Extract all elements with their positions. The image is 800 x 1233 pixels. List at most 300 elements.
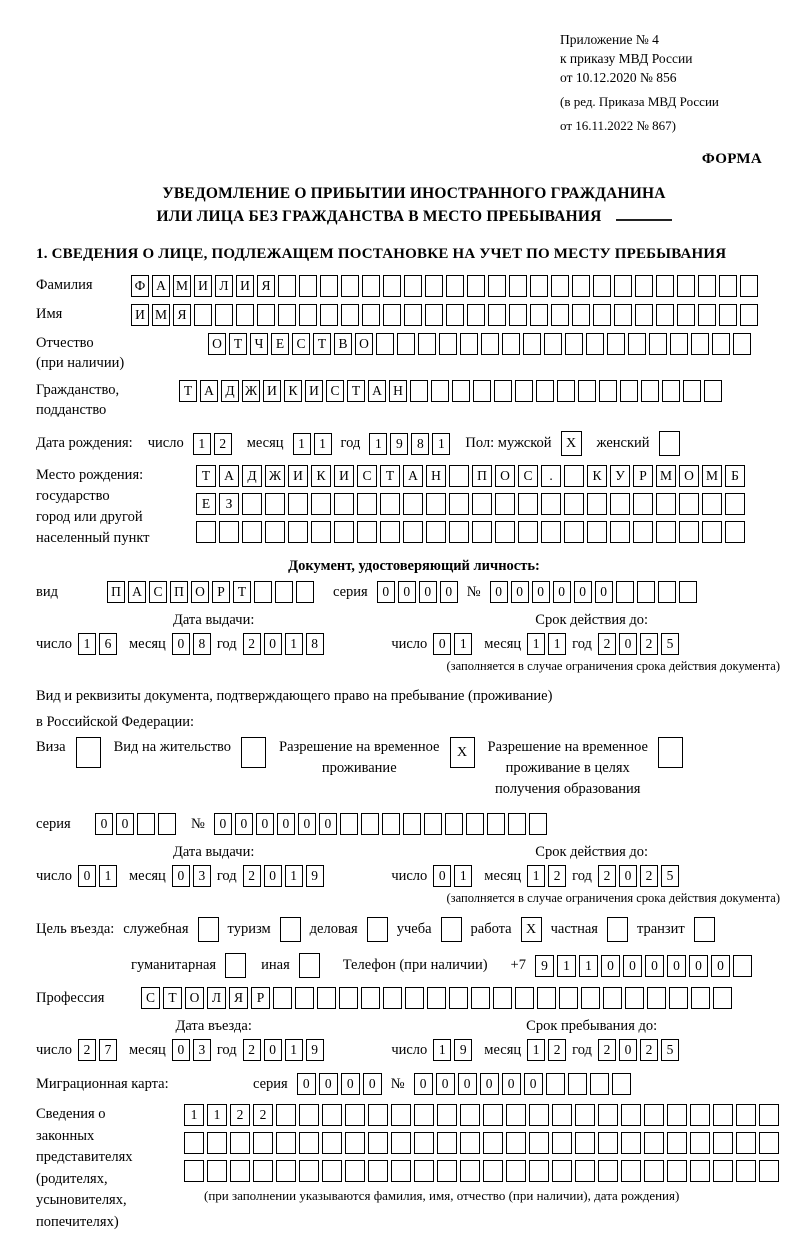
char-cell[interactable]: 2 [598, 1039, 616, 1061]
char-cell[interactable] [460, 333, 478, 355]
temp-residence-checkbox[interactable]: X [450, 737, 475, 768]
purpose-humanitarian-checkbox[interactable] [225, 953, 246, 978]
char-cell[interactable] [494, 380, 512, 402]
char-cell[interactable] [230, 1132, 250, 1154]
char-cell[interactable]: Т [196, 465, 216, 487]
char-cell[interactable] [612, 1073, 631, 1095]
char-cell[interactable] [633, 493, 653, 515]
char-cell[interactable] [621, 1132, 641, 1154]
char-cell[interactable] [552, 1132, 572, 1154]
char-cell[interactable] [317, 987, 336, 1009]
char-cell[interactable]: И [263, 380, 281, 402]
char-cell[interactable]: 0 [458, 1073, 477, 1095]
char-cell[interactable] [546, 1073, 565, 1095]
char-cell[interactable] [691, 333, 709, 355]
char-cell[interactable]: Л [215, 275, 233, 297]
char-cell[interactable]: Ж [265, 465, 285, 487]
char-cell[interactable]: О [185, 987, 204, 1009]
char-cell[interactable]: 2 [230, 1104, 250, 1126]
char-cell[interactable] [614, 304, 632, 326]
char-cell[interactable] [253, 1160, 273, 1182]
char-cell[interactable] [253, 1132, 273, 1154]
char-cell[interactable] [667, 1104, 687, 1126]
char-cell[interactable] [276, 1104, 296, 1126]
char-cell[interactable] [658, 581, 676, 603]
char-cell[interactable]: 0 [256, 813, 274, 835]
char-cell[interactable] [669, 987, 688, 1009]
char-cell[interactable]: О [495, 465, 515, 487]
char-cell[interactable]: 2 [243, 865, 261, 887]
char-cell[interactable] [621, 1160, 641, 1182]
char-cell[interactable] [759, 1104, 779, 1126]
char-cell[interactable]: 0 [667, 955, 686, 977]
char-cell[interactable] [299, 304, 317, 326]
char-cell[interactable]: 2 [598, 865, 616, 887]
char-cell[interactable] [670, 333, 688, 355]
char-cell[interactable] [472, 493, 492, 515]
char-cell[interactable] [320, 275, 338, 297]
char-cell[interactable]: 1 [369, 433, 387, 455]
char-cell[interactable]: 0 [619, 633, 637, 655]
char-cell[interactable]: 1 [454, 633, 472, 655]
char-cell[interactable] [712, 333, 730, 355]
char-cell[interactable] [426, 521, 446, 543]
char-cell[interactable]: Т [233, 581, 251, 603]
char-cell[interactable] [219, 521, 239, 543]
purpose-work-checkbox[interactable]: X [521, 917, 542, 942]
char-cell[interactable] [610, 521, 630, 543]
char-cell[interactable] [575, 1104, 595, 1126]
char-cell[interactable] [311, 493, 331, 515]
char-cell[interactable]: Т [347, 380, 365, 402]
char-cell[interactable]: И [288, 465, 308, 487]
char-cell[interactable] [322, 1104, 342, 1126]
char-cell[interactable]: 0 [341, 1073, 360, 1095]
char-cell[interactable] [677, 304, 695, 326]
residence-permit-checkbox[interactable] [241, 737, 266, 768]
char-cell[interactable]: Д [242, 465, 262, 487]
char-cell[interactable] [628, 333, 646, 355]
char-cell[interactable]: Р [633, 465, 653, 487]
char-cell[interactable]: 0 [553, 581, 571, 603]
char-cell[interactable] [529, 1104, 549, 1126]
char-cell[interactable] [460, 1160, 480, 1182]
char-cell[interactable] [581, 987, 600, 1009]
char-cell[interactable] [536, 380, 554, 402]
char-cell[interactable]: 0 [414, 1073, 433, 1095]
purpose-study-checkbox[interactable] [441, 917, 462, 942]
char-cell[interactable]: Т [163, 987, 182, 1009]
char-cell[interactable] [759, 1160, 779, 1182]
char-cell[interactable]: 0 [532, 581, 550, 603]
char-cell[interactable] [299, 1104, 319, 1126]
char-cell[interactable] [679, 581, 697, 603]
char-cell[interactable] [466, 813, 484, 835]
char-cell[interactable] [361, 987, 380, 1009]
char-cell[interactable] [242, 493, 262, 515]
char-cell[interactable]: 1 [314, 433, 332, 455]
char-cell[interactable] [759, 1132, 779, 1154]
char-cell[interactable]: . [541, 465, 561, 487]
char-cell[interactable] [719, 304, 737, 326]
char-cell[interactable] [322, 1132, 342, 1154]
char-cell[interactable]: Т [179, 380, 197, 402]
char-cell[interactable] [736, 1132, 756, 1154]
char-cell[interactable]: 1 [207, 1104, 227, 1126]
char-cell[interactable] [158, 813, 176, 835]
char-cell[interactable]: 0 [480, 1073, 499, 1095]
char-cell[interactable]: С [292, 333, 310, 355]
char-cell[interactable] [276, 1160, 296, 1182]
char-cell[interactable] [733, 955, 752, 977]
purpose-official-checkbox[interactable] [198, 917, 219, 942]
char-cell[interactable] [299, 275, 317, 297]
char-cell[interactable]: 0 [440, 581, 458, 603]
char-cell[interactable] [460, 1104, 480, 1126]
char-cell[interactable] [427, 987, 446, 1009]
char-cell[interactable] [667, 1160, 687, 1182]
char-cell[interactable]: П [170, 581, 188, 603]
char-cell[interactable] [529, 1132, 549, 1154]
char-cell[interactable] [403, 521, 423, 543]
char-cell[interactable] [472, 521, 492, 543]
char-cell[interactable]: Я [229, 987, 248, 1009]
char-cell[interactable]: Ч [250, 333, 268, 355]
char-cell[interactable] [467, 275, 485, 297]
char-cell[interactable] [667, 1132, 687, 1154]
char-cell[interactable] [635, 304, 653, 326]
char-cell[interactable]: 2 [640, 633, 658, 655]
char-cell[interactable] [736, 1104, 756, 1126]
char-cell[interactable]: 2 [548, 865, 566, 887]
char-cell[interactable] [276, 1132, 296, 1154]
char-cell[interactable]: 0 [377, 581, 395, 603]
char-cell[interactable] [530, 275, 548, 297]
char-cell[interactable] [633, 521, 653, 543]
char-cell[interactable]: У [610, 465, 630, 487]
char-cell[interactable] [649, 333, 667, 355]
char-cell[interactable] [288, 493, 308, 515]
char-cell[interactable]: К [284, 380, 302, 402]
char-cell[interactable] [404, 304, 422, 326]
temp-residence-edu-checkbox[interactable] [658, 737, 683, 768]
char-cell[interactable]: А [368, 380, 386, 402]
char-cell[interactable] [437, 1160, 457, 1182]
char-cell[interactable]: 0 [214, 813, 232, 835]
char-cell[interactable] [445, 813, 463, 835]
char-cell[interactable] [508, 813, 526, 835]
char-cell[interactable]: 9 [306, 865, 324, 887]
char-cell[interactable]: 0 [601, 955, 620, 977]
char-cell[interactable] [334, 493, 354, 515]
char-cell[interactable]: 0 [433, 633, 451, 655]
char-cell[interactable] [551, 304, 569, 326]
char-cell[interactable] [493, 987, 512, 1009]
char-cell[interactable] [184, 1160, 204, 1182]
char-cell[interactable]: 0 [172, 1039, 190, 1061]
char-cell[interactable] [254, 581, 272, 603]
char-cell[interactable]: 0 [172, 865, 190, 887]
char-cell[interactable]: М [173, 275, 191, 297]
char-cell[interactable] [607, 333, 625, 355]
char-cell[interactable]: О [208, 333, 226, 355]
char-cell[interactable] [644, 1132, 664, 1154]
char-cell[interactable]: Е [196, 493, 216, 515]
char-cell[interactable]: 2 [214, 433, 232, 455]
char-cell[interactable] [683, 380, 701, 402]
char-cell[interactable] [471, 987, 490, 1009]
char-cell[interactable] [575, 1132, 595, 1154]
char-cell[interactable] [299, 1132, 319, 1154]
char-cell[interactable] [506, 1104, 526, 1126]
char-cell[interactable] [341, 304, 359, 326]
char-cell[interactable]: 1 [527, 633, 545, 655]
char-cell[interactable] [518, 521, 538, 543]
char-cell[interactable] [278, 275, 296, 297]
char-cell[interactable]: 2 [598, 633, 616, 655]
char-cell[interactable] [207, 1132, 227, 1154]
char-cell[interactable] [656, 521, 676, 543]
char-cell[interactable]: Ж [242, 380, 260, 402]
char-cell[interactable] [376, 333, 394, 355]
char-cell[interactable] [572, 275, 590, 297]
char-cell[interactable] [184, 1132, 204, 1154]
char-cell[interactable]: 1 [285, 1039, 303, 1061]
char-cell[interactable]: 0 [595, 581, 613, 603]
char-cell[interactable] [449, 521, 469, 543]
char-cell[interactable]: 2 [253, 1104, 273, 1126]
char-cell[interactable] [641, 380, 659, 402]
char-cell[interactable] [593, 304, 611, 326]
char-cell[interactable] [515, 380, 533, 402]
char-cell[interactable]: 1 [184, 1104, 204, 1126]
char-cell[interactable]: 0 [689, 955, 708, 977]
visa-checkbox[interactable] [76, 737, 101, 768]
char-cell[interactable] [568, 1073, 587, 1095]
char-cell[interactable] [265, 493, 285, 515]
char-cell[interactable]: Т [229, 333, 247, 355]
char-cell[interactable]: И [334, 465, 354, 487]
char-cell[interactable]: 2 [243, 633, 261, 655]
char-cell[interactable] [593, 275, 611, 297]
char-cell[interactable] [698, 304, 716, 326]
char-cell[interactable] [713, 1132, 733, 1154]
char-cell[interactable] [537, 987, 556, 1009]
char-cell[interactable] [405, 987, 424, 1009]
char-cell[interactable]: 5 [661, 865, 679, 887]
char-cell[interactable] [590, 1073, 609, 1095]
char-cell[interactable] [311, 521, 331, 543]
char-cell[interactable] [575, 1160, 595, 1182]
char-cell[interactable] [426, 493, 446, 515]
char-cell[interactable] [679, 493, 699, 515]
char-cell[interactable]: 0 [619, 1039, 637, 1061]
char-cell[interactable] [713, 987, 732, 1009]
char-cell[interactable]: 1 [433, 1039, 451, 1061]
char-cell[interactable]: 0 [524, 1073, 543, 1095]
char-cell[interactable] [587, 493, 607, 515]
char-cell[interactable] [207, 1160, 227, 1182]
char-cell[interactable]: 1 [285, 865, 303, 887]
char-cell[interactable]: 2 [640, 1039, 658, 1061]
char-cell[interactable] [523, 333, 541, 355]
char-cell[interactable]: 0 [490, 581, 508, 603]
char-cell[interactable] [295, 987, 314, 1009]
char-cell[interactable] [702, 521, 722, 543]
char-cell[interactable] [644, 1160, 664, 1182]
char-cell[interactable]: 0 [264, 633, 282, 655]
char-cell[interactable] [557, 380, 575, 402]
char-cell[interactable]: О [355, 333, 373, 355]
char-cell[interactable]: 0 [116, 813, 134, 835]
char-cell[interactable] [299, 1160, 319, 1182]
char-cell[interactable] [460, 1132, 480, 1154]
char-cell[interactable] [740, 304, 758, 326]
char-cell[interactable]: З [219, 493, 239, 515]
char-cell[interactable] [530, 304, 548, 326]
char-cell[interactable] [242, 521, 262, 543]
char-cell[interactable]: 0 [235, 813, 253, 835]
char-cell[interactable] [656, 493, 676, 515]
char-cell[interactable]: 1 [548, 633, 566, 655]
char-cell[interactable] [564, 521, 584, 543]
char-cell[interactable] [598, 1132, 618, 1154]
char-cell[interactable] [564, 465, 584, 487]
char-cell[interactable] [334, 521, 354, 543]
char-cell[interactable]: 0 [319, 1073, 338, 1095]
char-cell[interactable] [196, 521, 216, 543]
char-cell[interactable]: Р [251, 987, 270, 1009]
char-cell[interactable]: Д [221, 380, 239, 402]
char-cell[interactable] [564, 493, 584, 515]
char-cell[interactable]: А [152, 275, 170, 297]
char-cell[interactable] [515, 987, 534, 1009]
char-cell[interactable] [552, 1104, 572, 1126]
char-cell[interactable] [449, 493, 469, 515]
char-cell[interactable] [495, 521, 515, 543]
char-cell[interactable] [410, 380, 428, 402]
char-cell[interactable]: 8 [411, 433, 429, 455]
char-cell[interactable] [425, 275, 443, 297]
char-cell[interactable] [656, 275, 674, 297]
char-cell[interactable]: 0 [297, 1073, 316, 1095]
char-cell[interactable]: 0 [298, 813, 316, 835]
char-cell[interactable]: 0 [172, 633, 190, 655]
char-cell[interactable] [704, 380, 722, 402]
char-cell[interactable] [587, 521, 607, 543]
char-cell[interactable]: 0 [419, 581, 437, 603]
char-cell[interactable] [383, 987, 402, 1009]
char-cell[interactable] [380, 493, 400, 515]
char-cell[interactable] [391, 1160, 411, 1182]
char-cell[interactable] [610, 493, 630, 515]
char-cell[interactable] [637, 581, 655, 603]
char-cell[interactable]: Н [426, 465, 446, 487]
char-cell[interactable] [719, 275, 737, 297]
char-cell[interactable]: 0 [264, 865, 282, 887]
char-cell[interactable]: 9 [535, 955, 554, 977]
char-cell[interactable]: И [305, 380, 323, 402]
char-cell[interactable]: Р [212, 581, 230, 603]
char-cell[interactable]: И [236, 275, 254, 297]
char-cell[interactable] [495, 493, 515, 515]
char-cell[interactable] [691, 987, 710, 1009]
char-cell[interactable]: 1 [193, 433, 211, 455]
char-cell[interactable]: Б [725, 465, 745, 487]
char-cell[interactable]: Н [389, 380, 407, 402]
char-cell[interactable]: 9 [306, 1039, 324, 1061]
char-cell[interactable] [679, 521, 699, 543]
char-cell[interactable] [418, 333, 436, 355]
char-cell[interactable] [345, 1104, 365, 1126]
char-cell[interactable] [362, 304, 380, 326]
char-cell[interactable] [656, 304, 674, 326]
char-cell[interactable]: 1 [293, 433, 311, 455]
char-cell[interactable]: Я [257, 275, 275, 297]
char-cell[interactable] [439, 333, 457, 355]
char-cell[interactable]: О [191, 581, 209, 603]
char-cell[interactable] [698, 275, 716, 297]
char-cell[interactable] [446, 275, 464, 297]
char-cell[interactable] [616, 581, 634, 603]
char-cell[interactable] [368, 1104, 388, 1126]
char-cell[interactable] [449, 465, 469, 487]
char-cell[interactable] [361, 813, 379, 835]
char-cell[interactable] [483, 1104, 503, 1126]
char-cell[interactable]: А [200, 380, 218, 402]
char-cell[interactable] [502, 333, 520, 355]
char-cell[interactable] [278, 304, 296, 326]
purpose-private-checkbox[interactable] [607, 917, 628, 942]
char-cell[interactable]: 0 [511, 581, 529, 603]
char-cell[interactable]: 1 [99, 865, 117, 887]
char-cell[interactable] [578, 380, 596, 402]
char-cell[interactable] [483, 1160, 503, 1182]
char-cell[interactable] [713, 1104, 733, 1126]
char-cell[interactable] [452, 380, 470, 402]
char-cell[interactable]: 0 [264, 1039, 282, 1061]
char-cell[interactable]: П [472, 465, 492, 487]
char-cell[interactable]: В [334, 333, 352, 355]
char-cell[interactable] [621, 1104, 641, 1126]
char-cell[interactable] [662, 380, 680, 402]
char-cell[interactable]: 0 [95, 813, 113, 835]
char-cell[interactable] [614, 275, 632, 297]
char-cell[interactable] [552, 1160, 572, 1182]
char-cell[interactable] [414, 1104, 434, 1126]
char-cell[interactable]: С [357, 465, 377, 487]
char-cell[interactable] [625, 987, 644, 1009]
char-cell[interactable]: 2 [548, 1039, 566, 1061]
char-cell[interactable] [322, 1160, 342, 1182]
char-cell[interactable] [740, 275, 758, 297]
char-cell[interactable]: 1 [285, 633, 303, 655]
char-cell[interactable] [518, 493, 538, 515]
char-cell[interactable] [541, 521, 561, 543]
char-cell[interactable] [488, 304, 506, 326]
char-cell[interactable] [357, 521, 377, 543]
char-cell[interactable] [288, 521, 308, 543]
char-cell[interactable] [265, 521, 285, 543]
char-cell[interactable] [345, 1160, 365, 1182]
purpose-tourism-checkbox[interactable] [280, 917, 301, 942]
purpose-other-checkbox[interactable] [299, 953, 320, 978]
char-cell[interactable]: 0 [319, 813, 337, 835]
char-cell[interactable]: С [326, 380, 344, 402]
char-cell[interactable] [380, 521, 400, 543]
char-cell[interactable] [506, 1160, 526, 1182]
char-cell[interactable] [339, 987, 358, 1009]
